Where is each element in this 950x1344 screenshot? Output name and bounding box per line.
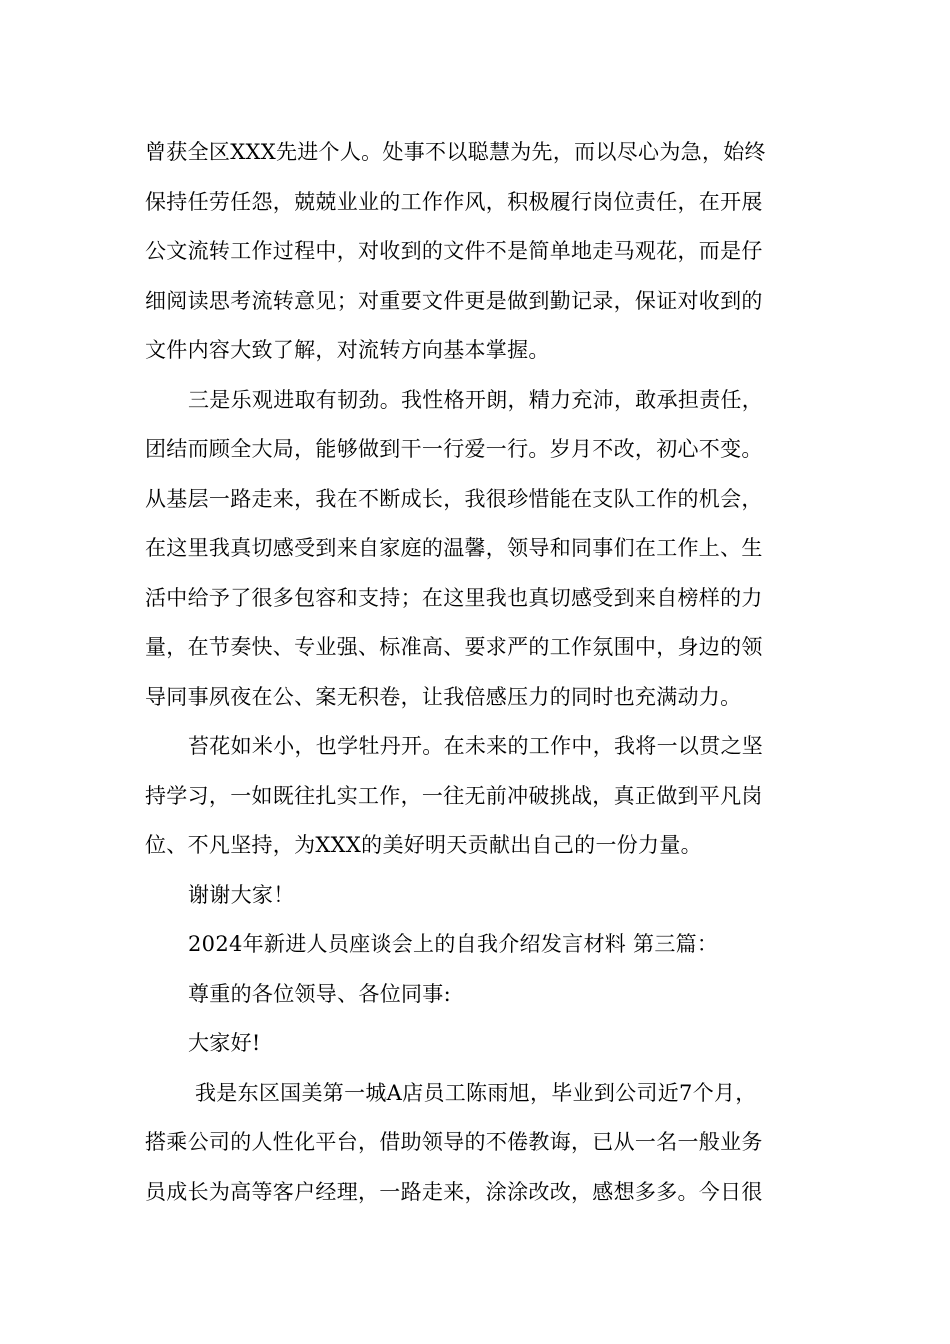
text-line: 量，在节奏快、专业强、标准高、要求严的工作氛围中，身边的领 bbox=[145, 635, 763, 659]
text-line: 我是东区国美第一城A店员工陈雨旭，毕业到公司近7个月， bbox=[188, 1080, 757, 1105]
text-line: 导同事夙夜在公、案无积卷，让我倍感压力的同时也充满动力。 bbox=[145, 684, 742, 709]
text-line: 曾获全区XXX先进个人。处事不以聪慧为先，而以尽心为急，始终 bbox=[145, 140, 766, 164]
text-line: 搭乘公司的人性化平台，借助领导的不倦教诲，已从一名一般业务 bbox=[145, 1130, 763, 1154]
text-line: 细阅读思考流转意见；对重要文件更是做到勤记录，保证对收到的 bbox=[145, 288, 763, 313]
text-line: 保持任劳任怨，兢兢业业的工作作风，积极履行岗位责任，在开展 bbox=[145, 189, 763, 214]
text-line: 团结而顾全大局，能够做到干一行爱一行。岁月不改，初心不变。 bbox=[145, 437, 763, 461]
text-line: 位、不凡坚持，为XXX的美好明天贡献出自己的一份力量。 bbox=[145, 833, 702, 857]
salutation: 尊重的各位领导、各位同事: bbox=[188, 981, 451, 1006]
text-line: 苔花如米小，也学牡丹开。在未来的工作中，我将一以贯之坚 bbox=[188, 734, 764, 758]
closing-line: 谢谢大家！ bbox=[188, 882, 295, 907]
text-line: 公文流转工作过程中，对收到的文件不是简单地走马观花，而是仔 bbox=[145, 239, 763, 263]
greeting: 大家好! bbox=[188, 1031, 261, 1055]
text-line: 文件内容大致了解，对流转方向基本掌握。 bbox=[145, 338, 550, 362]
text-line: 三是乐观进取有韧劲。我性格开朗，精力充沛，敢承担责任， bbox=[188, 387, 764, 412]
text-line: 持学习，一如既往扎实工作，一往无前冲破挑战，真正做到平凡岗 bbox=[145, 783, 763, 808]
text-line: 在这里我真切感受到来自家庭的温馨，领导和同事们在工作上、生 bbox=[145, 536, 763, 560]
text-line: 从基层一路走来，我在不断成长，我很珍惜能在支队工作的机会， bbox=[145, 486, 763, 511]
section-heading: 2024年新进人员座谈会上的自我介绍发言材料 第三篇： bbox=[188, 932, 719, 956]
text-line: 员成长为高等客户经理，一路走来，涂涂改改，感想多多。今日很 bbox=[145, 1179, 763, 1204]
text-line: 活中给予了很多包容和支持；在这里我也真切感受到来自榜样的力 bbox=[145, 585, 763, 610]
body-text bbox=[145, 128, 810, 1217]
